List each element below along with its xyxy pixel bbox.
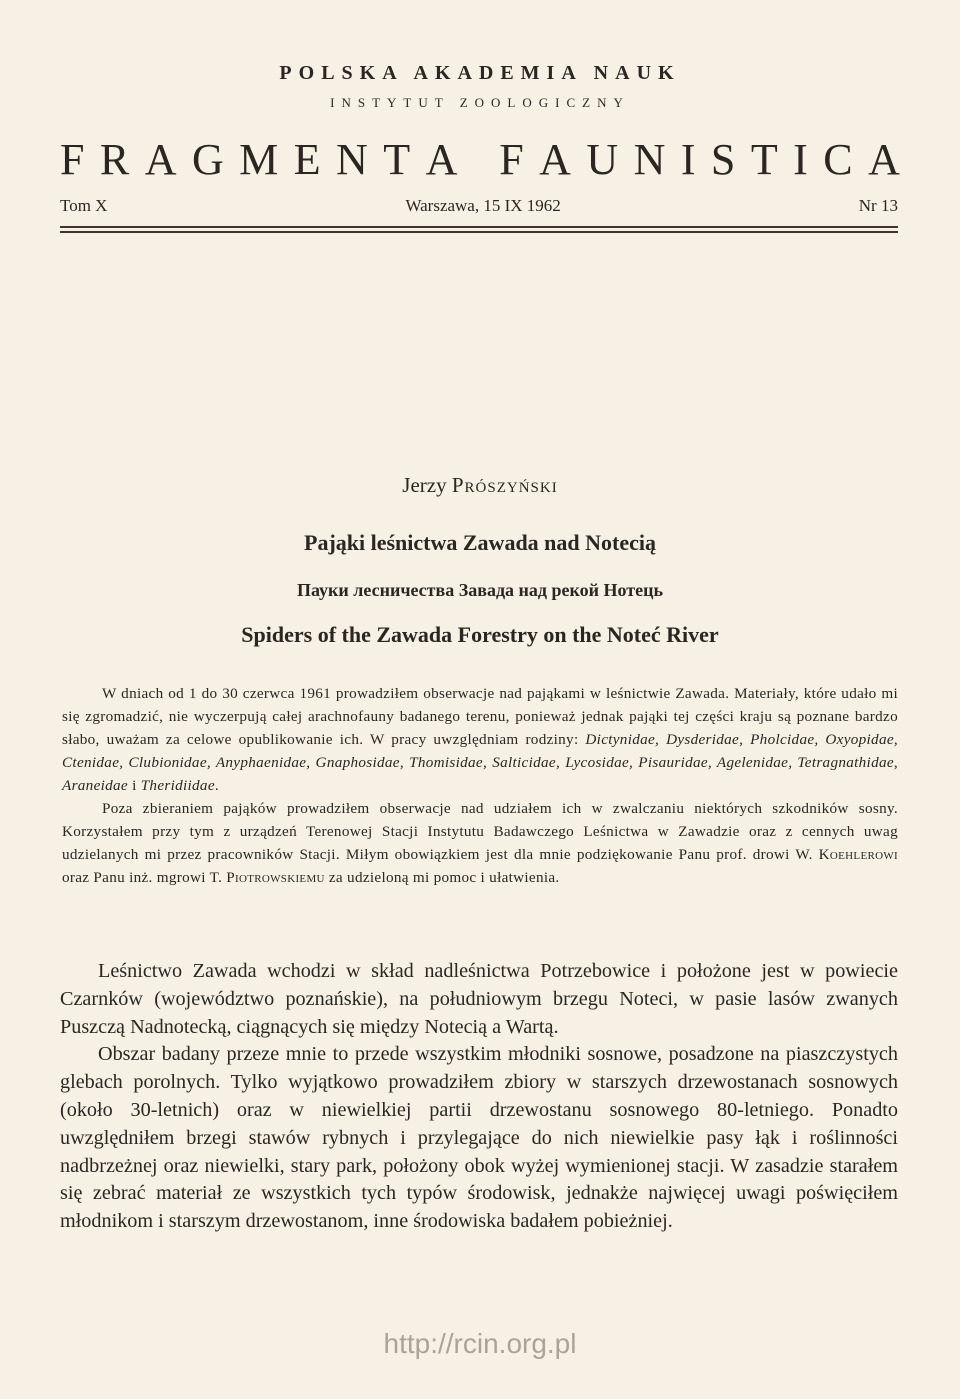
header-rule-bottom [60, 231, 898, 233]
abstract-paragraph-2 [62, 797, 898, 889]
title-letter: R [99, 135, 130, 184]
title-letter: C [823, 135, 853, 184]
academy-name: POLSKA AKADEMIA NAUK [279, 62, 681, 84]
title-letter: N [633, 135, 666, 184]
source-watermark: http://rcin.org.pl [383, 1328, 577, 1359]
title-letter: A [425, 135, 458, 184]
family-last: Theridiidae [140, 777, 215, 794]
title-russian: Пауки лесничества Завада над рекой Нотець [296, 580, 664, 600]
title-letter: I [793, 135, 808, 184]
title-letter: T [750, 135, 778, 184]
author-first-name: Jerzy [402, 473, 447, 497]
family-join: i [127, 777, 141, 794]
title-letter: T [383, 135, 411, 184]
title-letter: A [539, 135, 571, 184]
title-letter: F [499, 135, 524, 184]
abstract-paragraph-1 [62, 682, 898, 797]
title-letter: A [144, 135, 177, 184]
abstract-p1-end: . [214, 777, 219, 794]
volume-row [60, 196, 898, 216]
title-letter: M [239, 135, 279, 184]
title-letter: N [336, 135, 368, 184]
title-letter: G [191, 135, 224, 184]
abstract-p2-text: Poza zbieraniem pająków prowadziłem obserwacje nad udziałem ich w zwalczaniu niektórych szkodników sosny. Korzystałem przy tym z urządzeń Terenowej Stacji Instytutu Badawczego Leśnictwa w Zawadzie oraz z cennych uwag udzielanych mi przez pracowników Stacji. Miłym obowiązkiem jest dla mnie podziękowanie Panu prof. drowi W. [62, 800, 898, 863]
body-text [60, 958, 898, 1236]
title-letter: S [710, 135, 736, 184]
acknowledged-name-1: Koehlerowi [818, 846, 898, 863]
title-letter: U [586, 135, 619, 184]
journal-title [60, 134, 900, 185]
institute-name: INSTYTUT ZOOLOGICZNY [330, 95, 630, 110]
abstract-p2-end: za udzieloną mi pomoc i ułatwienia. [324, 869, 560, 886]
title-space [473, 134, 484, 185]
title-letter: A [868, 135, 900, 184]
issue-number: Nr 13 [858, 196, 898, 215]
title-letter: I [680, 135, 696, 184]
acknowledged-name-2: Piotrowskiemu [226, 869, 325, 886]
title-polish: Pająki leśnictwa Zawada nad Notecią [304, 530, 656, 555]
place-date: Warszawa, 15 IX 1962 [405, 196, 561, 215]
title-english: Spiders of the Zawada Forestry on the Noteć River [241, 622, 719, 647]
header-rule-top [60, 226, 898, 228]
volume-label: Tom X [60, 196, 108, 215]
title-letter: E [293, 135, 321, 184]
article-author [0, 473, 960, 498]
family-list: Dictynidae, Dysderidae, Pholcidae, Oxyopidae, Ctenidae, Clubionidae, Anyphaenidae, Gnaphosidae, Thomisidae, Salticidae, Lycosidae, Pisauridae, Agelenidae, Tetragnathidae, Araneidae [62, 731, 898, 794]
abstract-p1-text: W dniach od 1 do 30 czerwca 1961 prowadziłem obserwacje nad pająkami w leśnictwie Zawada. Materiały, które udało mi się zgromadzić, nie wyczerpują całej arachnofauny badanego terenu, ponieważ jednak pająki tej części kraju są poznane bardzo słabo, uważam za celowe opublikowanie ich. W pracy uwzględniam rodziny: [62, 685, 898, 748]
abstract-p2-mid: oraz Panu inż. mgrowi T. [62, 869, 227, 886]
body-paragraph-2: Obszar badany przeze mnie to przede wszystkim młodniki sosnowe, posadzone na piaszczystych glebach porolnych. Tylko wyjątkowo prowadziłem zbiory w starszych drzewostanach sosnowych (około 30-letnich) oraz w niewielkiej partii drzewostanu sosnowego 80-letniego. Ponadto uwzględniłem brzegi stawów rybnych i przylegające do nich niewielkie pasy łąk i roślinności nadbrzeżnej oraz niewielki, stary park, położony obok wyżej wymienionej stacji. W zasadzie starałem się zebrać materiał ze wszystkich tych typów środowisk, jednakże najwięcej uwagi poświęciłem młodnikom i starszym drzewostanom, inne środowiska badałem pobieżniej. [60, 1043, 898, 1233]
author-last-name: Prószyński [451, 473, 558, 497]
body-paragraph-1: Leśnictwo Zawada wchodzi w skład nadleśnictwa Potrzebowice i położone jest w powiecie Czarnków (województwo poznańskie), na południowym brzegu Noteci, w pasie lasów zwanych Puszczą Nadnotecką, ciągnących się między Notecią a Wartą. [60, 960, 898, 1038]
abstract [62, 682, 898, 889]
title-letter: F [60, 135, 85, 184]
